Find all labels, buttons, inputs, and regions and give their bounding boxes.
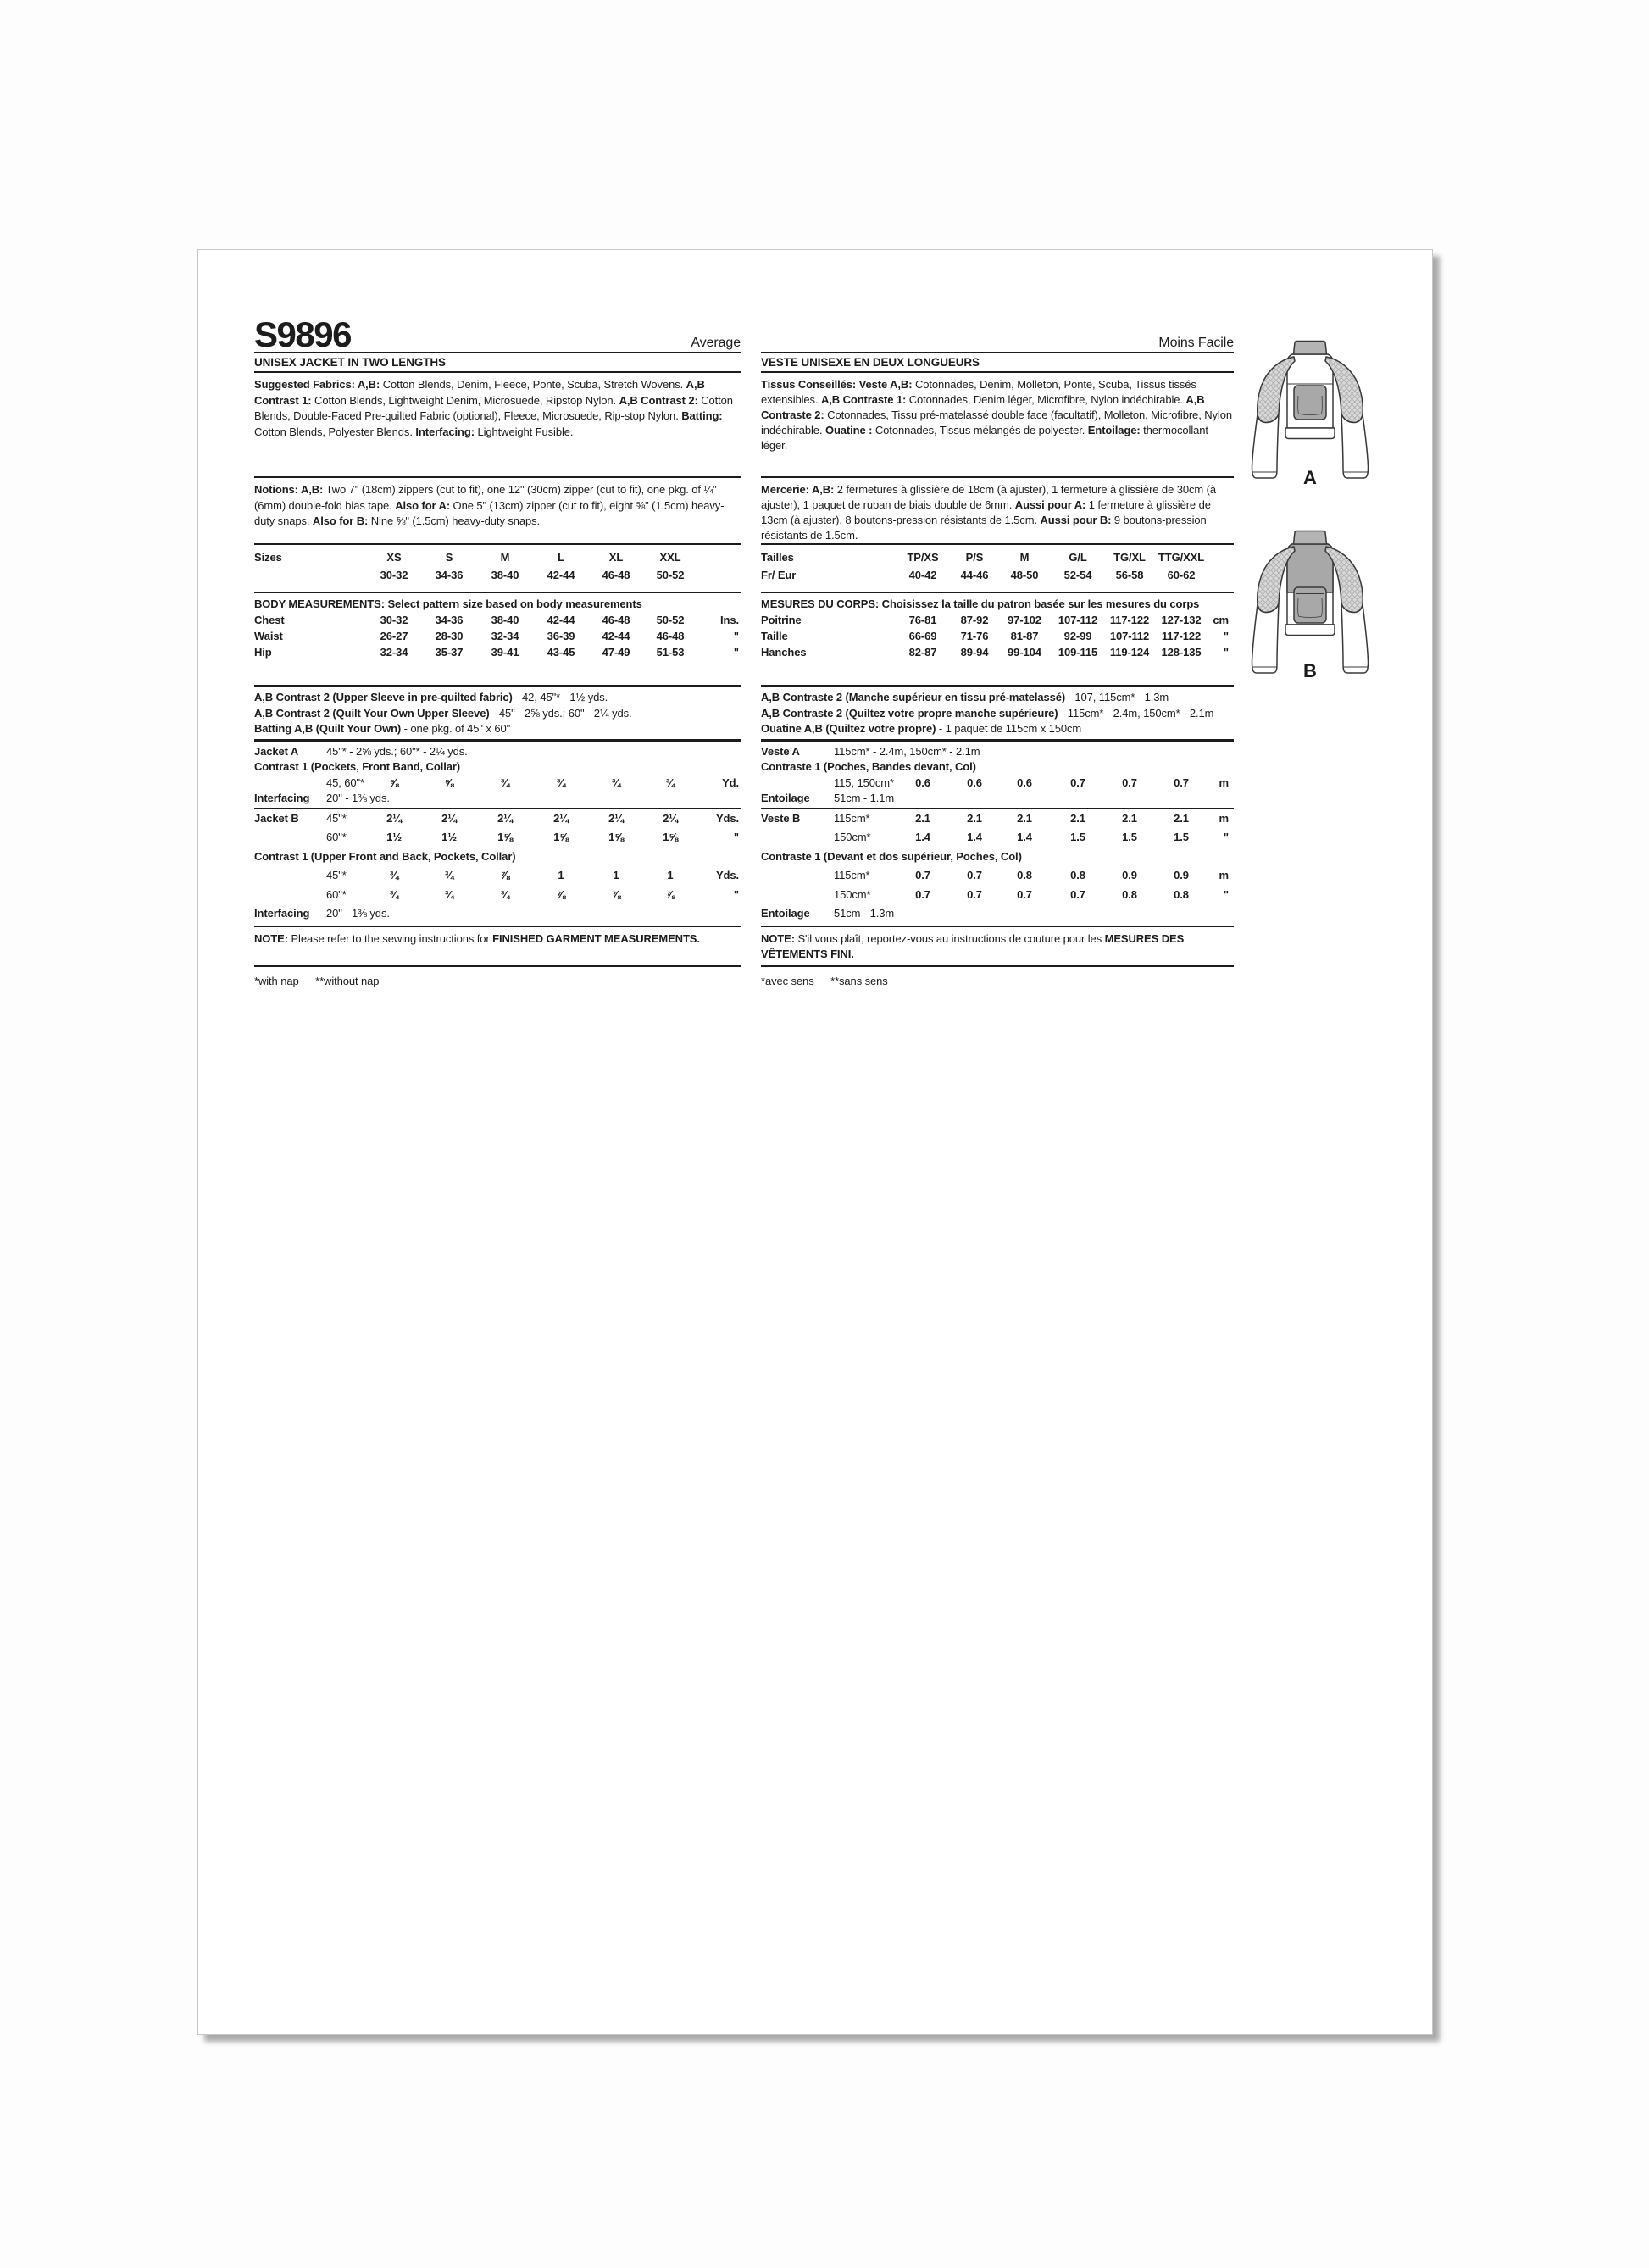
table-cell: 0.7 [1070,775,1085,789]
table-cell: 34-36 [435,614,464,626]
table-cell: 97-102 [1008,614,1041,626]
table-cell: 0.8 [1017,869,1032,881]
table-cell: 46-48 [602,568,630,581]
table-cell: 117-122 [1161,630,1202,642]
table-cell: " [1223,630,1229,642]
table-row [761,775,1234,792]
table-cell: 34-36 [435,568,464,581]
table-cell: Taille [761,630,788,642]
table-cell: " [733,887,739,901]
table-cell: cm [1213,614,1229,626]
table-cell: Contraste 1 (Poches, Bandes devant, Col) [761,760,976,773]
suggested-fabrics-fr: Tissus Conseillés: Veste A,B: Cotonnades, Denim, Molleton, Ponte, Scuba, Tissus tissés extensibles. A,B Contraste 1: Cotonnades, Denim léger, Microfibre, Nylon indéchirable. A,B Contraste 2: Cotonnades, Tissu pré-matelassé double face (facultatif), Molleton, Microfibre, Nylon indéchirable. Ouatine : Cotonnades, Tissus mélangés de polyester. Entoilage: thermocollant léger. [761,378,1232,452]
table-cell: ⅝ [444,775,454,789]
size-header-row [761,550,1234,568]
header-row-en [254,250,741,353]
table-cell: 107-112 [1109,630,1150,642]
table-cell: Fr/ Eur [761,568,797,581]
bold-segment: Aussi pour A: [1014,498,1086,511]
suggested-fabrics-en: Suggested Fabrics: A,B: Cotton Blends, Denim, Fleece, Ponte, Scuba, Stretch Wovens. A,B Contrast 1: Cotton Blends, Lightweight Denim, Microsuede, Ripstop Nylon. A,B Contrast 2: Cotton Blends, Double-Faced Pre-quilted Fabric (optional), Fleece, Microsuede, Rip-stop Nylon. Batting: Cotton Blends, Polyester Blends. Interfacing: Lightweight Fusible. [254,378,733,438]
table-cell: 119-124 [1109,646,1150,659]
table-row [761,759,1234,775]
table-cell: Jacket B [254,811,299,825]
table-row [761,811,1234,831]
table-cell: 45, 60"* [326,775,365,789]
contrast-yardage-lines-en [254,685,741,742]
table-row [254,887,741,907]
jacket-a-yardage-table-en [254,742,741,808]
table-cell: Entoilage [761,907,810,920]
table-cell: m [1219,869,1229,881]
size-table-fr [761,543,1234,592]
table-cell: 0.7 [915,869,930,881]
table-row [761,887,1234,907]
table-cell: 43-45 [547,646,575,659]
table-cell: TP/XS [907,551,939,564]
table-cell: Chest [254,614,285,626]
bold-segment: NOTE: [254,931,288,945]
footnote-avec-sens: *avec sens [761,974,814,987]
table-cell: 1.5 [1070,831,1085,843]
table-cell: 1 [558,869,564,881]
table-cell: 1⅝ [663,831,678,843]
english-column [254,250,741,989]
table-cell: 107-112 [1058,614,1098,626]
table-cell: 38-40 [491,614,519,626]
table-cell: 60"* [326,887,347,901]
table-cell: " [733,630,739,642]
table-cell: 0.8 [1122,887,1137,901]
table-cell: 117-122 [1109,614,1150,626]
table-cell: 1½ [441,831,457,843]
table-cell: Hip [254,646,272,659]
table-cell: 39-41 [491,646,519,659]
hip-row [254,645,741,661]
table-cell: ¾ [389,887,399,901]
table-cell: 0.7 [967,887,982,901]
table-cell: M [1019,551,1030,564]
table-cell: Ins. [720,614,739,626]
table-cell: 150cm* [834,887,871,901]
note-en: NOTE: Please refer to the sewing instructions for FINISHED GARMENT MEASUREMENTS. [254,926,741,965]
table-cell: 2¼ [386,811,402,825]
table-row [254,744,741,760]
lead-line: A,B Contrast 2 (Quilt Your Own Upper Sleeve) - 45" - 2⅝ yds.; 60" - 2¼ yds. [254,706,632,720]
pattern-number: S9896 [254,314,351,355]
table-row [761,849,1234,869]
veste-a-yardage-table-fr [761,742,1234,808]
table-cell: 2¼ [553,811,569,825]
table-cell: 45"* [326,811,347,825]
table-cell: 50-52 [656,614,685,626]
table-cell: TG/XL [1113,551,1146,564]
table-cell: ¾ [611,775,621,789]
table-cell: 20" - 1⅜ yds. [326,907,390,920]
note-fr: NOTE: S'il vous plaît, reportez-vous au instructions de couture pour les MESURES DES VÊTEMENTS FINI. [761,926,1234,965]
table-cell: 0.6 [915,775,930,789]
table-cell: P/S [965,551,984,564]
table-cell: 0.7 [1017,887,1032,901]
jacket-b-figure [1246,530,1374,681]
table-cell: Yds. [715,811,739,825]
table-cell: L [558,551,564,564]
table-cell: Poitrine [761,614,802,626]
table-cell: M [500,551,510,564]
table-cell: 46-48 [656,630,685,642]
table-row [254,759,741,775]
table-cell: Entoilage [761,792,810,804]
table-cell: 1⅝ [608,831,624,843]
table-cell: 2.1 [915,811,930,825]
table-cell: 66-69 [908,630,937,642]
size-values-row [761,568,1234,586]
table-row [761,906,1234,926]
table-cell: 2¼ [497,811,513,825]
waist-row-fr [761,629,1234,645]
table-cell: ¾ [556,775,566,789]
table-cell: m [1219,775,1229,789]
table-cell: Yd. [722,775,739,789]
table-cell: 45"* - 2⅝ yds.; 60"* - 2¼ yds. [326,744,468,758]
garment-title-fr: VESTE UNISEXE EN DEUX LONGUEURS [761,353,1234,373]
table-cell: 52-54 [1063,568,1092,581]
footnote-with-nap: *with nap [254,974,299,987]
table-cell: 2.1 [1017,811,1032,825]
table-cell: 115cm* [834,811,870,825]
table-cell: Hanches [761,646,807,659]
table-cell: Interfacing [254,792,310,804]
table-cell: 0.8 [1174,887,1189,901]
jacket-a-back-illustration [1246,340,1374,481]
table-row [254,868,741,887]
bold-segment: Also for A: [395,498,451,512]
table-row [254,906,741,926]
table-cell: Yds. [715,869,739,881]
table-cell: ¾ [500,887,510,901]
table-cell: 1.4 [915,831,930,843]
table-cell: Jacket A [254,744,299,758]
lead-line: A,B Contrast 2 (Upper Sleeve in pre-quilted fabric) - 42, 45"* - 1½ yds. [254,691,608,703]
table-cell: 150cm* [834,831,871,843]
bold-segment: Entoilage: [1087,424,1141,436]
table-cell: 127-132 [1161,614,1202,626]
table-cell: 2¼ [663,811,678,825]
bold-segment: A,B Contraste 2 (Manche supérieur en tissu pré-matelassé) [761,691,1066,703]
table-cell: Sizes [254,551,282,564]
table-cell: " [733,646,739,659]
notions-en: Notions: A,B: Two 7" (18cm) zippers (cut to fit), one 12" (30cm) zipper (cut to fit), one pkg. of ¼" (6mm) double-fold bias tape. Also for A: One 5" (13cm) zipper (cut to fit), eight ⅝" (1.5cm) heavy-duty snaps. Also for B: Nine ⅝" (1.5cm) heavy-duty snaps. [254,476,741,543]
table-cell: 30-32 [380,568,408,581]
bold-segment: Ouatine : [824,424,873,436]
table-cell: ¾ [389,869,399,881]
table-cell: 42-44 [547,614,575,626]
table-cell: Veste A [761,744,800,758]
table-cell: Veste B [761,811,801,825]
table-cell: Interfacing [254,907,310,920]
bold-segment: A,B Contrast 2 (Quilt Your Own Upper Sleeve) [254,706,490,720]
table-cell: ¾ [500,775,510,789]
bold-segment: A,B Contraste 1: [820,393,907,406]
table-cell: 47-49 [602,646,630,659]
body-measurements-heading-fr: MESURES DU CORPS: Choisissez la taille du patron basée sur les mesures du corps [761,598,1200,610]
table-cell: m [1219,811,1229,825]
contrast-yardage-lines-fr [761,685,1234,742]
difficulty-rating-en: Average [691,336,741,350]
bold-segment: Suggested Fabrics: A,B: [254,378,380,391]
table-cell: 2¼ [608,811,624,825]
bold-segment: A,B Contraste 2 (Quiltez votre propre manche supérieure) [761,706,1058,720]
table-cell: 38-40 [491,568,519,581]
table-row [761,791,1234,807]
table-row [254,791,741,807]
bold-segment: A,B Contrast 1: [254,378,705,407]
footnote-sans-sens: **sans sens [830,974,888,987]
bold-segment: A,B Contrast 2: [619,393,698,407]
table-cell: 81-87 [1010,630,1039,642]
table-cell: 44-46 [960,568,989,581]
table-cell: Contraste 1 (Devant et dos supérieur, Poches, Col) [761,849,1022,863]
table-row [761,868,1234,887]
table-cell: 128-135 [1161,646,1202,659]
table-cell: 71-76 [960,630,989,642]
table-cell: 1.4 [1017,831,1032,843]
table-cell: 0.6 [1017,775,1032,789]
bold-segment: MESURES DES VÊTEMENTS FINI. [761,931,1185,960]
table-cell: 36-39 [547,630,575,642]
waist-row [254,629,741,645]
bold-segment: Notions: A,B: [254,483,324,496]
difficulty-rating-fr: Moins Facile [1158,336,1234,350]
bold-segment: Also for B: [312,514,369,527]
table-cell: " [733,831,739,843]
table-cell: XS [386,551,402,564]
footnote-without-nap: **without nap [315,974,380,987]
table-cell: 109-115 [1058,646,1098,659]
bold-segment: A,B Contrast 2 (Upper Sleeve in pre-quilted fabric) [254,691,513,703]
view-a-label: A [1303,467,1317,488]
table-cell: XL [608,551,624,564]
table-cell: 0.6 [967,775,982,789]
pattern-envelope-back [197,249,1433,2035]
table-cell: 45"* [326,869,347,881]
table-cell: 2¼ [441,811,457,825]
table-cell: 60"* [326,831,347,843]
chest-row-fr [761,613,1234,629]
body-measurements-fr [761,592,1234,685]
table-cell: 1⅝ [497,831,513,843]
table-cell: 2.1 [967,811,982,825]
table-cell: 32-34 [380,646,408,659]
footnote-en [254,965,741,990]
size-values-row [254,568,741,586]
bold-segment: Batting A,B (Quilt Your Own) [254,722,402,735]
french-column [761,250,1234,989]
lead-line: Ouatine A,B (Quiltez votre propre) - 1 paquet de 115cm x 150cm [761,722,1082,735]
table-cell: ¾ [444,887,454,901]
table-cell: 40-42 [908,568,937,581]
table-cell: 1.4 [967,831,982,843]
jacket-a-figure [1246,340,1374,488]
table-cell: " [1223,646,1229,659]
table-row [254,811,741,831]
notions-fr: Mercerie: A,B: 2 fermetures à glissière de 18cm (à ajuster), 1 fermeture à glissière de 30cm (à ajuster), 1 paquet de ruban de biais double de 6mm. Aussi pour A: 1 fermeture à glissière de 13cm (à ajuster), 8 boutons-pression résistants de 1.5cm. Aussi pour B: 9 boutons-pression résistants de 1.5cm. [761,476,1234,543]
table-row [254,775,741,792]
table-cell: S [445,551,453,564]
table-cell: ⅞ [611,887,621,901]
bold-segment: Aussi pour B: [1040,514,1112,526]
table-cell: 0.7 [967,869,982,881]
table-cell: 20" - 1⅜ yds. [326,792,390,804]
veste-b-yardage-table-fr [761,808,1234,926]
table-cell: 51cm - 1.1m [834,792,895,804]
jacket-b-back-illustration [1246,530,1374,675]
table-row [254,830,741,849]
bold-segment: Mercerie: A,B: [761,483,835,496]
table-cell: 46-48 [602,614,630,626]
table-cell: Contrast 1 (Pockets, Front Band, Collar) [254,760,461,773]
table-cell: ⅞ [665,887,675,901]
table-cell: ⅝ [389,775,399,789]
table-cell: 115, 150cm* [834,775,894,789]
jacket-b-yardage-table-en [254,808,741,926]
table-cell: 115cm* - 2.4m, 150cm* - 2.1m [834,744,980,758]
table-row [761,744,1234,760]
table-cell: TTG/XXL [1158,551,1205,564]
table-cell: 30-32 [380,614,408,626]
table-cell: 2.1 [1122,811,1137,825]
lead-line: Batting A,B (Quilt Your Own) - one pkg. of 45" x 60" [254,722,511,735]
table-cell: Contrast 1 (Upper Front and Back, Pockets, Collar) [254,849,516,863]
table-cell: 0.8 [1070,869,1085,881]
table-cell: 0.7 [915,887,930,901]
table-cell: 42-44 [547,568,575,581]
lead-line: A,B Contraste 2 (Quiltez votre propre manche supérieure) - 115cm* - 2.4m, 150cm* - 2.1m [761,706,1214,720]
table-cell: 56-58 [1115,568,1144,581]
table-cell: 28-30 [435,630,464,642]
table-row [254,849,741,869]
table-cell: 0.7 [1122,775,1137,789]
table-cell: 99-104 [1008,646,1041,659]
table-cell: 48-50 [1010,568,1039,581]
size-header-row [254,550,741,568]
table-cell: 1½ [386,831,402,843]
table-cell: 115cm* [834,869,870,881]
bold-segment: Tissus Conseillés: Veste A,B: [761,378,913,391]
table-cell: G/L [1069,551,1087,564]
bold-segment: Batting: [681,409,723,422]
table-cell: 92-99 [1063,630,1092,642]
table-cell: 60-62 [1167,568,1196,581]
table-cell: 1.5 [1174,831,1189,843]
table-cell: 42-44 [602,630,630,642]
table-cell: 1 [667,869,674,881]
chest-row [254,613,741,629]
footnote-fr [761,965,1234,990]
table-cell: 2.1 [1174,811,1189,825]
table-cell: 32-34 [491,630,519,642]
table-cell: 50-52 [656,568,685,581]
body-measurements-heading-en: BODY MEASUREMENTS: Select pattern size based on body measurements [254,598,642,610]
table-cell: 1.5 [1122,831,1137,843]
header-row-fr [761,250,1234,353]
table-cell: 2.1 [1070,811,1085,825]
table-cell: 1 [613,869,619,881]
garment-title-en: UNISEX JACKET IN TWO LENGTHS [254,353,741,373]
table-cell: ¾ [444,869,454,881]
table-cell: Tailles [761,551,794,564]
table-cell: 87-92 [960,614,989,626]
table-cell: 51-53 [656,646,685,659]
table-cell: 0.9 [1174,869,1189,881]
table-cell: 51cm - 1.3m [834,907,895,920]
table-cell: 26-27 [380,630,408,642]
table-cell: 0.7 [1174,775,1189,789]
bold-segment: Ouatine A,B (Quiltez votre propre) [761,722,936,735]
view-b-label: B [1303,660,1317,681]
table-cell: 0.7 [1070,887,1085,901]
table-cell: Waist [254,630,283,642]
table-cell: 89-94 [960,646,989,659]
table-cell: " [1223,887,1229,901]
table-cell: 1⅝ [553,831,569,843]
body-measurements-en [254,592,741,685]
table-cell: 82-87 [908,646,937,659]
table-cell: 0.9 [1122,869,1137,881]
table-cell: XXL [659,551,681,564]
table-cell: ⅞ [500,869,510,881]
table-cell: ⅞ [556,887,566,901]
bold-segment: A,B Contraste 2: [761,393,1205,421]
bold-segment: NOTE: [761,931,795,945]
lead-line: A,B Contraste 2 (Manche supérieur en tissu pré-matelassé) - 107, 115cm* - 1.3m [761,691,1169,703]
table-row [761,830,1234,849]
table-cell: 76-81 [908,614,937,626]
hip-row-fr [761,645,1234,661]
table-cell: ¾ [665,775,675,789]
table-cell: " [1223,831,1229,843]
bold-segment: FINISHED GARMENT MEASUREMENTS. [492,931,700,945]
table-cell: 35-37 [435,646,464,659]
size-table-en [254,543,741,592]
bold-segment: Interfacing: [415,425,475,438]
